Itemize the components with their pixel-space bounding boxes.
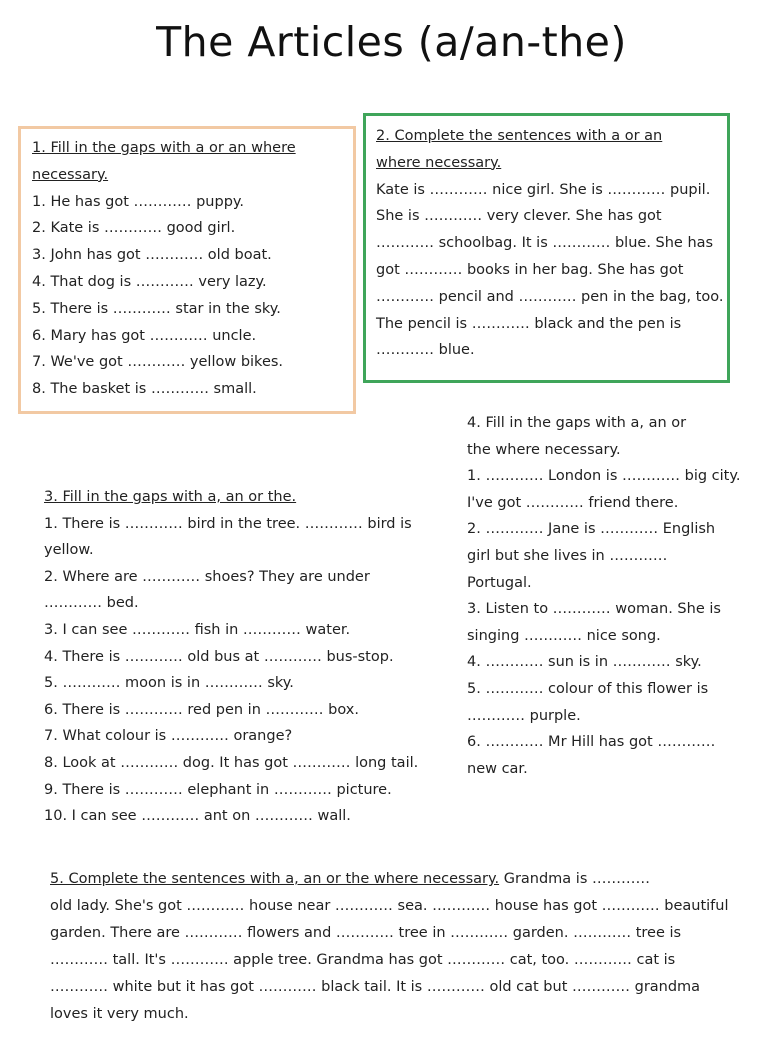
exercise-1-heading: necessary. bbox=[32, 166, 109, 183]
exercise-2-heading: where necessary. bbox=[376, 154, 502, 171]
exercise-4-heading: 4. Fill in the gaps with a, an or bbox=[467, 415, 687, 431]
exercise-line: Portugal. bbox=[467, 574, 532, 591]
exercise-line: 3. I can see ………… fish in ………… water. bbox=[44, 621, 351, 638]
exercise-line: 8. Look at ………… dog. It has got ………… long tail. bbox=[44, 754, 419, 771]
exercise-line: 5. There is ………… star in the sky. bbox=[32, 300, 281, 317]
exercise-line: 7. We've got ………… yellow bikes. bbox=[32, 354, 284, 371]
exercise-line: 4. There is ………… old bus at ………… bus-stop. bbox=[44, 648, 394, 665]
exercise-line: 6. There is ………… red pen in ………… box. bbox=[44, 701, 359, 718]
exercise-line: 2. ………… Jane is ………… English bbox=[467, 521, 716, 538]
exercise-5-heading: 5. Complete the sentences with a, an or the where necessary. bbox=[50, 871, 500, 887]
exercise-line: girl but she lives in ………… bbox=[467, 547, 668, 564]
exercise-3-heading: 3. Fill in the gaps with a, an or the. bbox=[44, 489, 297, 505]
exercise-1-heading: 1. Fill in the gaps with a or an where bbox=[32, 140, 296, 156]
exercise-line: 1. ………… London is ………… big city. bbox=[467, 468, 741, 485]
exercise-line: Kate is ………… nice girl. She is ………… pupil. bbox=[376, 181, 711, 198]
exercise-line: 4. That dog is ………… very lazy. bbox=[32, 273, 267, 290]
exercise-line: 2. Where are ………… shoes? They are under bbox=[44, 568, 370, 585]
exercise-2-heading: 2. Complete the sentences with a or an bbox=[376, 128, 663, 144]
exercise-line: 6. ………… Mr Hill has got ………… bbox=[467, 734, 716, 751]
exercise-line: ………… blue. bbox=[376, 342, 475, 359]
exercise-4 bbox=[467, 410, 740, 782]
exercise-1 bbox=[32, 135, 296, 403]
exercise-line: ………… schoolbag. It is ………… blue. She has bbox=[376, 235, 714, 252]
exercise-5-first-line bbox=[50, 866, 729, 893]
exercise-line: 4. ………… sun is in ………… sky. bbox=[467, 654, 702, 671]
exercise-line: new car. bbox=[467, 760, 528, 777]
exercise-line: 1. He has got ………… puppy. bbox=[32, 193, 245, 210]
exercise-line: ………… tall. It's ………… apple tree. Grandma has got ………… cat, too. ………… cat is bbox=[50, 952, 676, 968]
exercise-line: 2. Kate is ………… good girl. bbox=[32, 220, 236, 237]
exercise-4-heading: the where necessary. bbox=[467, 441, 621, 458]
exercise-line: 5. ………… moon is in ………… sky. bbox=[44, 675, 294, 692]
exercise-line: 3. John has got ………… old boat. bbox=[32, 247, 272, 264]
exercise-line: ………… white but it has got ………… black tail. It is ………… old cat but ………… grandma bbox=[50, 979, 701, 995]
exercise-line: 7. What colour is ………… orange? bbox=[44, 728, 293, 745]
exercise-line: 1. There is ………… bird in the tree. ………… bird is bbox=[44, 515, 412, 532]
exercise-3 bbox=[44, 484, 418, 830]
exercise-2 bbox=[376, 123, 724, 364]
exercise-line: ………… bed. bbox=[44, 595, 139, 612]
exercise-line: 6. Mary has got ………… uncle. bbox=[32, 327, 257, 344]
exercise-line: loves it very much. bbox=[50, 1006, 189, 1022]
exercise-line: 9. There is ………… elephant in ………… picture. bbox=[44, 781, 392, 798]
exercise-line: old lady. She's got ………… house near ………… sea. ………… house has got ………… beautiful bbox=[50, 898, 729, 914]
exercise-line: got ………… books in her bag. She has got bbox=[376, 261, 684, 278]
exercise-line: 10. I can see ………… ant on ………… wall. bbox=[44, 808, 351, 825]
exercise-line: singing ………… nice song. bbox=[467, 627, 661, 644]
exercise-5 bbox=[50, 866, 729, 1028]
exercise-line: ………… pencil and ………… pen in the bag, too. bbox=[376, 288, 724, 305]
exercise-line: yellow. bbox=[44, 542, 94, 559]
exercise-line: 5. ………… colour of this flower is bbox=[467, 680, 709, 697]
exercise-line: 3. Listen to ………… woman. She is bbox=[467, 601, 721, 618]
exercise-line: garden. There are ………… flowers and ………… tree in ………… garden. ………… tree is bbox=[50, 925, 682, 941]
page-title: The Articles (a/an-the) bbox=[156, 18, 627, 66]
exercise-line: She is ………… very clever. She has got bbox=[376, 208, 662, 225]
exercise-line: ………… purple. bbox=[467, 707, 581, 724]
exercise-line: The pencil is ………… black and the pen is bbox=[376, 315, 682, 332]
exercise-line: 8. The basket is ………… small. bbox=[32, 381, 257, 398]
exercise-5-heading-tail: Grandma is ………… bbox=[499, 871, 650, 887]
exercise-line: I've got ………… friend there. bbox=[467, 494, 679, 511]
